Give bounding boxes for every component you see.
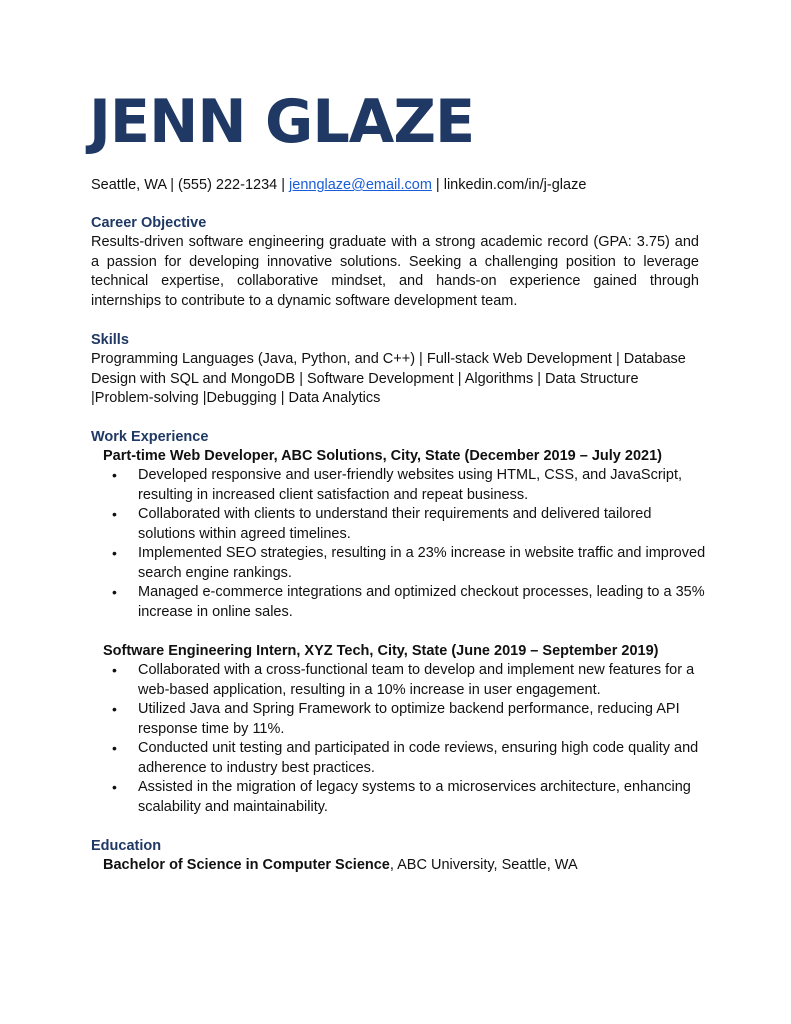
job-bullets	[110, 466, 710, 622]
list-item: • Managed e-commerce integrations and optimized checkout processes, leading to a 35% increase in online sales.	[110, 583, 710, 622]
school: , ABC University, Seattle, WA	[389, 857, 578, 873]
experience-heading: Work Experience	[91, 429, 209, 445]
list-item: • Collaborated with clients to understand their requirements and delivered tailored solutions within agreed timelines.	[110, 505, 710, 544]
list-item: • Collaborated with a cross-functional team to develop and implement new features for a web-based application, resulting in a 10% increase in user engagement.	[110, 661, 710, 700]
skills-heading: Skills	[91, 332, 129, 348]
list-item: • Utilized Java and Spring Framework to optimize backend performance, reducing API response time by 11%.	[110, 700, 710, 739]
contact-prefix: Seattle, WA | (555) 222-1234 |	[91, 177, 290, 193]
skills-text: Programming Languages (Java, Python, and C++) | Full-stack Web Development | Database Design with SQL and MongoDB | Software Development | Algorithms | Data Structure |Problem-solving |Debugging | Data Analytics	[91, 351, 686, 406]
list-item: • Implemented SEO strategies, resulting in a 23% increase in website traffic and improved search engine rankings.	[110, 544, 710, 583]
degree: Bachelor of Science in Computer Science	[103, 857, 390, 873]
education-heading: Education	[91, 838, 162, 854]
email-link[interactable]: jennglaze@email.com	[289, 177, 432, 193]
objective-heading: Career Objective	[91, 215, 207, 231]
list-item: • Conducted unit testing and participated in code reviews, ensuring high code quality and adherence to industry best practices.	[110, 739, 710, 778]
contact-suffix: | linkedin.com/in/j-glaze	[431, 177, 587, 193]
job-bullets	[110, 661, 710, 817]
list-item: • Assisted in the migration of legacy systems to a microservices architecture, enhancing scalability and maintainability.	[110, 778, 710, 817]
candidate-name: JENN GLAZE	[89, 87, 475, 157]
contact-line	[91, 176, 586, 194]
education-entry	[103, 856, 578, 874]
list-item: • Developed responsive and user-friendly websites using HTML, CSS, and JavaScript, resulting in increased client satisfaction and repeat business.	[110, 466, 710, 505]
job-title: Part-time Web Developer, ABC Solutions, City, State (December 2019 – July 2021)	[103, 448, 662, 464]
objective-text: Results-driven software engineering graduate with a strong academic record (GPA: 3.75) and a passion for developing innovative solutions. Seeking a challenging position to leverage technical expertise, collaborative mindset, and hands-on experience gained through internships to contribute to a dynamic software development team.	[91, 234, 699, 309]
job-title: Software Engineering Intern, XYZ Tech, City, State (June 2019 – September 2019)	[103, 643, 659, 659]
